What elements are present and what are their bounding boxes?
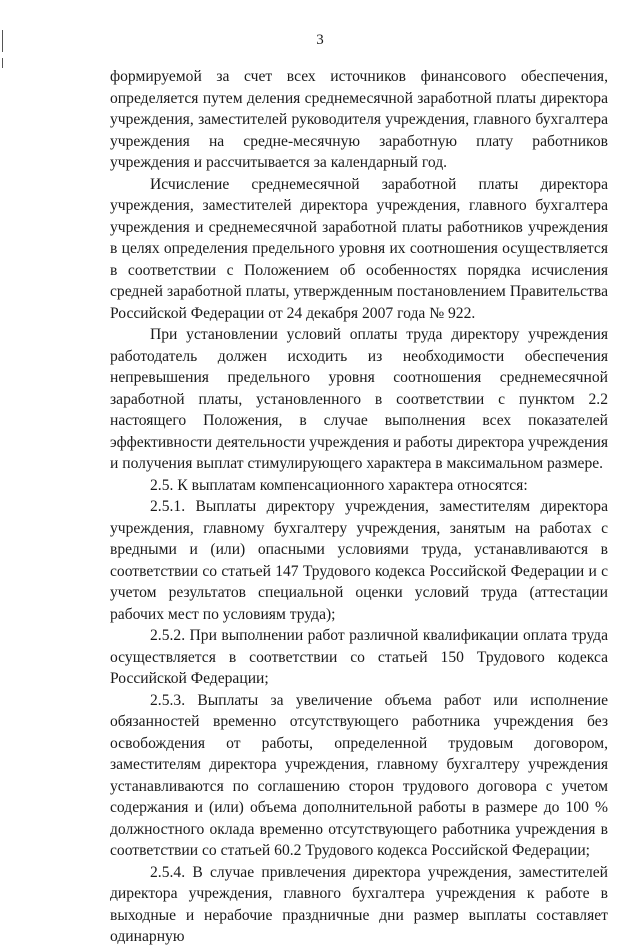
paragraph: 2.5.2. При выполнении работ различной квалификации оплата труда осуществляется в соответствии со статьей 150 Трудового кодекса Российской Федерации; xyxy=(110,627,608,687)
paragraph: Исчисление среднемесячной заработной платы директора учреждения, заместителей директора учреждения, главного бухгалтера учреждения и среднемесячной заработной платы работников учреждения в целях определения предельного уровня их соотношения осуществляется в соответствии с Положением об особенностях порядка исчисления средней заработной платы, утвержденным постановлением Правительства Российской Федерации от 24 декабря 2007 года № 922. xyxy=(110,175,608,322)
paragraph: формируемой за счет всех источников финансового обеспечения, определяется путем деления среднемесячной заработной платы директора учреждения, заместителей руководителя учреждения, главного бухгалтера учреждения на средне-месячную заработную плату работников учреждения и рассчитывается за календарный год. xyxy=(110,68,608,171)
scan-edge-mark xyxy=(2,30,3,52)
paragraph: 2.5.1. Выплаты директору учреждения, заместителям директора учреждения, главному бухгалтеру учреждения, занятым на работах с вредными и (или) опасными условиями труда, устанавливаются в соответствии со статьей 147 Трудового кодекса Российской Федерации и с учетом результатов специальной оценки условий труда (аттестации рабочих мест по условиям труда); xyxy=(110,498,608,623)
paragraph: При установлении условий оплаты труда директору учреждения работодатель должен исходить из необходимости обеспечения непревышения предельного уровня соотношения среднемесячной заработной платы, установленного в соответствии с пунктом 2.2 настоящего Положения, в случае выполнения всех показателей эффективности деятельности учреждения и работы директора учреждения и получения выплат стимулирующего характера в максимальном размере. xyxy=(110,326,608,472)
scan-edge-mark xyxy=(2,58,3,68)
paragraph: 2.5.3. Выплаты за увеличение объема работ или исполнение обязанностей временно отсутствующего работника учреждения без освобождения от работы, определенной трудовым договором, заместителям директора учреждения, главному бухгалтеру учреждения устанавливаются по соглашению сторон трудового договора с учетом содержания и (или) объема дополнительной работы в размере до 100 % должностного оклада временно отсутствующего работника учреждения в соответствии со статьей 60.2 Трудового кодекса Российской Федерации; xyxy=(110,691,608,859)
paragraph: 2.5.4. В случае привлечения директора учреждения, заместителей директора учреждения, главного бухгалтера учреждения к работе в выходные и нерабочие праздничные дни размер выплаты составляет одинарную xyxy=(110,863,608,945)
page-number: 3 xyxy=(316,32,324,48)
section-heading: 2.5. К выплатам компенсационного характера относятся: xyxy=(150,476,528,494)
document-body xyxy=(110,66,608,948)
